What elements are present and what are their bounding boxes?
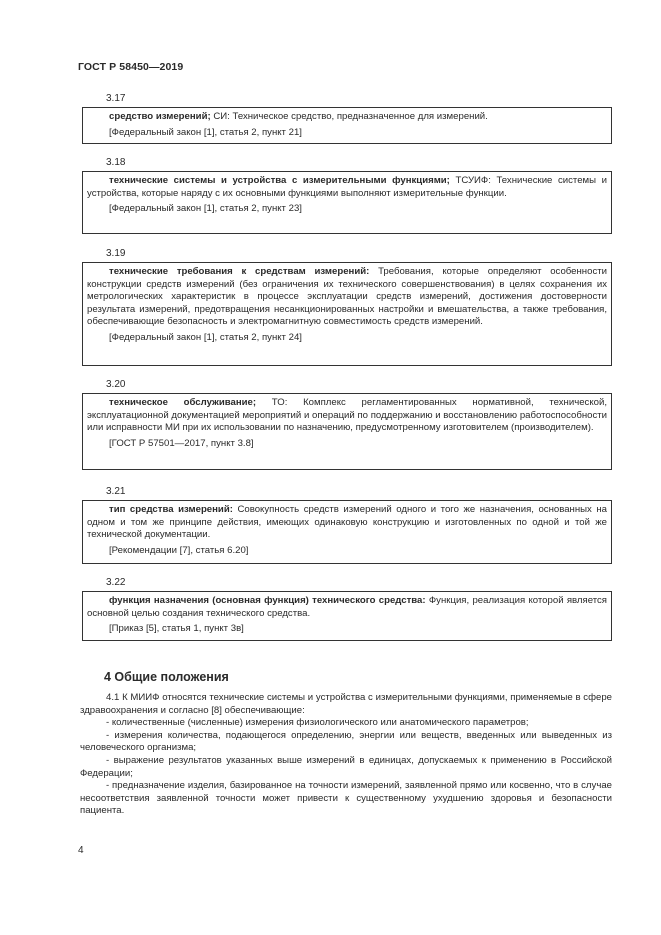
term-name: технические требования к средствам измерений: <box>109 266 370 277</box>
term-name: технические системы и устройства с измерительными функциями; <box>109 175 450 186</box>
term-definition: Функция, реализация которой является основной целью создания технического средства. <box>87 595 607 619</box>
term-box-3-21 <box>82 500 612 564</box>
term-number: 3.17 <box>106 93 126 104</box>
list-item: - количественные (численные) измерения физиологического или анатомического параметров; <box>106 717 529 729</box>
term-box-3-22 <box>82 591 612 641</box>
section-body <box>80 692 612 818</box>
page-number: 4 <box>78 845 84 856</box>
term-box-3-20 <box>82 393 612 470</box>
term-box-3-18 <box>82 171 612 234</box>
term-definition: ТСУИФ: Технические системы и устройства, которые наряду с их основными функциями выполняют измерительные функции. <box>87 175 607 199</box>
term-name: техническое обслуживание; <box>109 397 257 408</box>
term-source: [Федеральный закон [1], статья 2, пункт 24] <box>109 331 302 343</box>
term-definition: СИ: Техническое средство, предназначенное для измерений. <box>210 111 488 122</box>
list-item: - выражение результатов указанных выше измерений в единицах, допускаемых к применению в Российской Федерации; <box>80 754 612 779</box>
term-number: 3.20 <box>106 379 126 390</box>
term-box-3-19 <box>82 262 612 366</box>
term-definition: Требования, которые определяют особенности конструкции средств измерений (без ограничения их технического совершенствования) в целях сохранения их метрологических характеристик в процессе эксплуатации средств измерений, достижения достоверности результата измерений, предотвращения несанкционированных настройки и вмешательства, а также требования, обеспечивающие безопасность и электромагнитную совместимость средств измерений. <box>87 266 607 328</box>
term-source: [Приказ [5], статья 1, пункт 3в] <box>109 623 244 635</box>
term-source: [Рекомендации [7], статья 6.20] <box>109 544 249 556</box>
term-name: тип средства измерений: <box>109 504 233 515</box>
list-item: - предназначение изделия, базированное на точности измерений, заявленной прямо или косвенно, что в случае несоответствия заявленной точности может привести к существенному ухудшению здоровья и безопасности пациента. <box>80 780 612 817</box>
term-name: функция назначения (основная функция) технического средства: <box>109 595 426 606</box>
term-definition: ТО: Комплекс регламентированных нормативной, технической, эксплуатационной документацией мероприятий и операций по поддержанию и восстановлению работоспособности или исправности МИ при их использовании по назначению, предусмотренному изготовителем (производителем). <box>87 397 608 434</box>
term-box-3-17 <box>82 107 612 144</box>
term-name: средство измерений; <box>109 111 211 122</box>
term-number: 3.21 <box>106 486 126 497</box>
document-header: ГОСТ Р 58450—2019 <box>78 61 184 73</box>
term-number: 3.19 <box>106 248 126 259</box>
paragraph: 4.1 К МИИФ относятся технические системы и устройства с измерительными функциями, применяемые в сфере здравоохранения и согласно [8] обеспечивающие: <box>80 692 612 716</box>
section-title: 4 Общие положения <box>104 670 229 684</box>
term-source: [ГОСТ Р 57501—2017, пункт 3.8] <box>109 437 254 449</box>
term-number: 3.22 <box>106 577 126 588</box>
term-source: [Федеральный закон [1], статья 2, пункт 21] <box>109 126 302 138</box>
term-number: 3.18 <box>106 157 126 168</box>
term-definition: Совокупность средств измерений одного и того же назначения, основанных на одном и том же принципе действия, имеющих одинаковую конструкцию и изготовленных по одной и той же технической документации. <box>87 504 608 541</box>
list-item: - измерения количества, подающегося определению, энергии или веществ, введенных или выведенных из человеческого организма; <box>80 729 612 754</box>
term-source: [Федеральный закон [1], статья 2, пункт 23] <box>109 203 302 215</box>
